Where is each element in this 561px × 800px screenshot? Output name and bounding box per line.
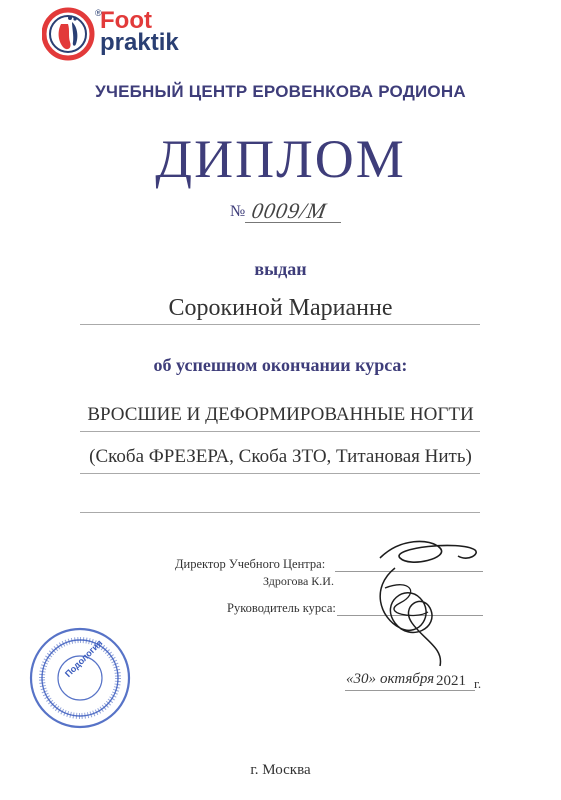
- course-detail: (Скоба ФРЕЗЕРА, Скоба ЗТО, Титановая Нить): [89, 446, 472, 467]
- detail-underline: [80, 473, 480, 474]
- seal-stamp-icon: [28, 626, 132, 730]
- brand-logo: [42, 6, 242, 64]
- name-underline: [80, 324, 480, 325]
- logo-word-foot: Foot: [100, 7, 152, 34]
- city: г. Москва: [250, 762, 311, 778]
- signature-scribble-icon: [340, 528, 490, 678]
- date-day: «30»: [346, 671, 376, 687]
- course-head-label: Руководитель курса:: [227, 601, 336, 615]
- director-label: Директор Учебного Центра:: [175, 557, 326, 571]
- date-underline: [345, 690, 475, 691]
- recipient-name: Сорокиной Марианне: [168, 295, 393, 321]
- date-month: октября: [380, 671, 435, 687]
- director-name: Здрогова К.И.: [263, 574, 334, 588]
- foot-logo-icon: [42, 6, 98, 62]
- course-title: ВРОСШИЕ И ДЕФОРМИРОВАННЫЕ НОГТИ: [87, 404, 474, 425]
- date-suffix: г.: [474, 676, 482, 691]
- completed-label: об успешном окончании курса:: [153, 355, 408, 375]
- registered-mark: ®: [95, 8, 102, 18]
- number-label: №: [230, 203, 246, 220]
- date-year: 2021: [436, 673, 466, 689]
- diploma-heading: ДИПЛОМ: [155, 129, 406, 189]
- blank-underline: [80, 512, 480, 513]
- diploma-number: 0009/М: [249, 198, 329, 223]
- stamp-center-text: Подология: [63, 637, 105, 680]
- course-underline: [80, 431, 480, 432]
- number-underline: [245, 222, 341, 223]
- logo-word-praktik: praktik: [100, 29, 179, 56]
- training-center-title: УЧЕБНЫЙ ЦЕНТР ЕРОВЕНКОВА РОДИОНА: [95, 82, 466, 101]
- issued-label: выдан: [254, 259, 307, 279]
